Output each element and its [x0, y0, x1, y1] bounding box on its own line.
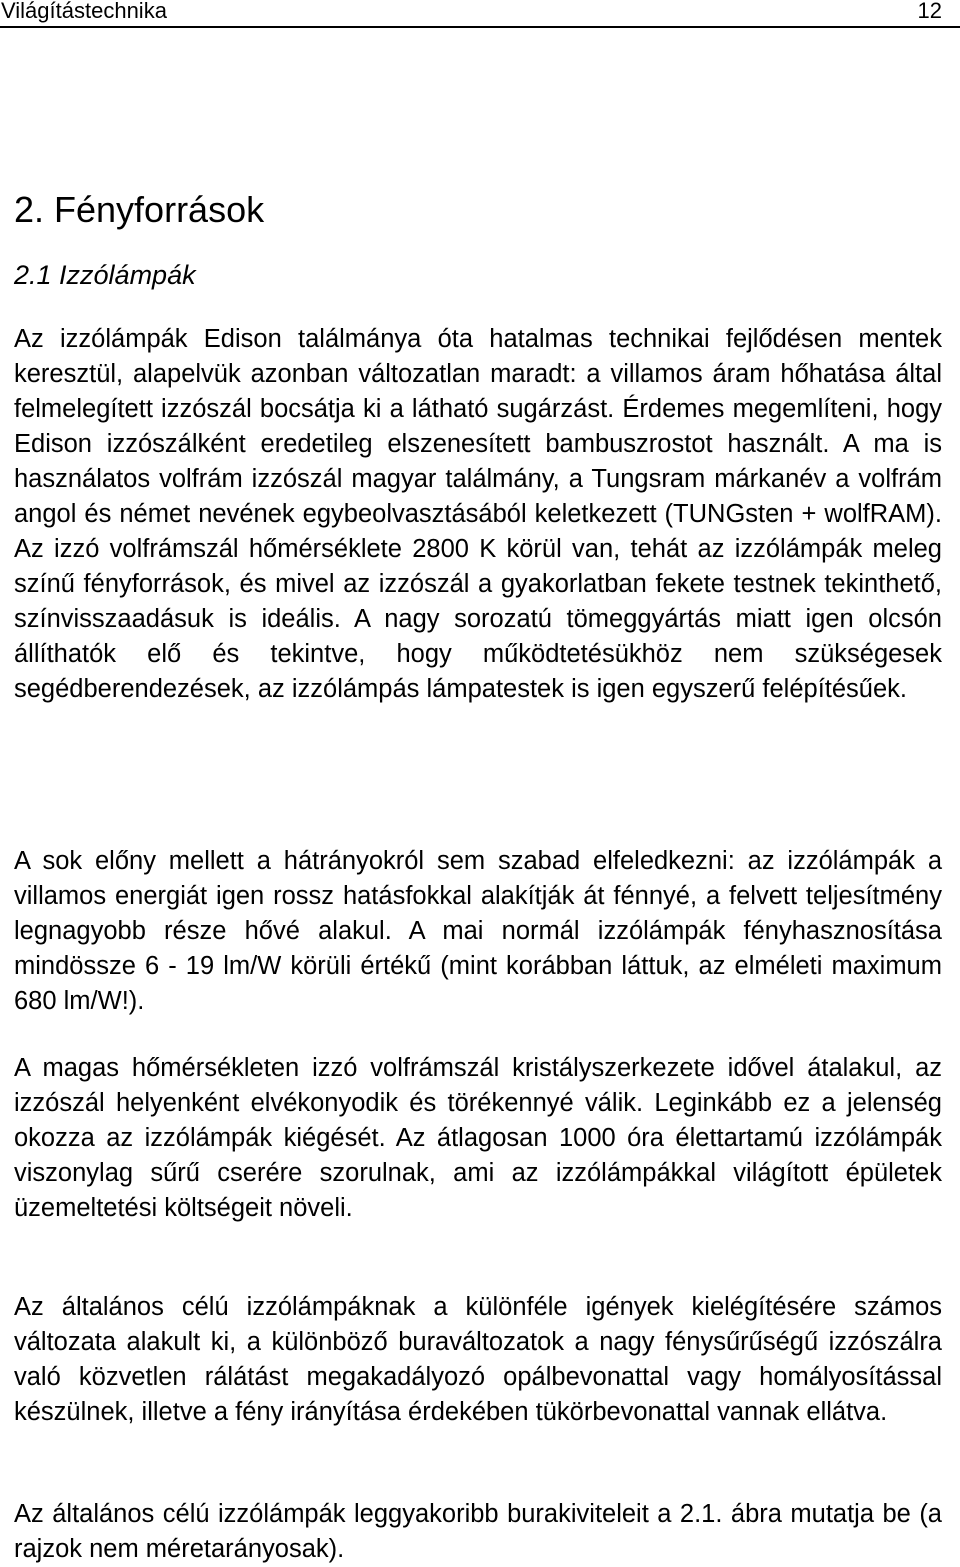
- body-paragraph: A magas hőmérsékleten izzó volfrámszál kristályszerkezete idővel átalakul, az izzószál helyenként elvékonyodik és törékennyé válik. Leginkább ez a jelenség okozza az izzólámpák kiégését. Az átlagosan 1000 óra élettartamú izzólámpák viszonylag sűrű cserére szorulnak, ami az izzólámpákkal világított épületek üzemeltetési költségeit növeli.: [14, 1054, 942, 1222]
- page-header: [0, 0, 960, 28]
- chapter-title: 2. Fényforrások: [14, 189, 265, 230]
- page-number: 12: [917, 0, 942, 23]
- body-paragraph: Az általános célú izzólámpáknak a különféle igények kielégítésére számos változata alakult ki, a különböző buraváltozatok a nagy fénysűrűségű izzószálra való közvetlen rálátást megakadályozó opálbevonattal vagy homályosítással készülnek, illetve a fény irányítása érdekében tükörbevonattal vannak ellátva.: [14, 1293, 942, 1426]
- section-title: 2.1 Izzólámpák: [14, 260, 196, 290]
- running-title: Világítástechnika: [1, 0, 167, 23]
- body-paragraph: Az izzólámpák Edison találmánya óta hatalmas technikai fejlődésen mentek keresztül, alapelvük azonban változatlan maradt: a villamos áram hőhatása által felmelegített izzószál bocsátja ki a látható sugárzást. Érdemes megemlíteni, hogy Edison izzószálként eredetileg elszenesített bambuszrostot használt. A ma is használatos volfrám izzószál magyar találmány, a Tungsram márkanév a volfrám angol és német nevének egybeolvasztásából keletkezett (TUNGsten + wolfRAM). Az izzó volfrámszál hőmérséklete 2800 K körül van, tehát az izzólámpák meleg színű fényforrások, és mivel az izzószál a gyakorlatban fekete testnek tekinthető, színvisszaadásuk is ideális. A nagy sorozatú tömeggyártás miatt igen olcsón állíthatók elő és tekintve, hogy működtetésükhöz nem szükségesek segédberendezések, az izzólámpás lámpatestek is igen egyszerű felépítésűek.: [14, 325, 942, 703]
- body-paragraph: Az általános célú izzólámpák leggyakoribb burakiviteleit a 2.1. ábra mutatja be (a rajzok nem méretarányosak).: [14, 1500, 942, 1563]
- body-paragraph: A sok előny mellett a hátrányokról sem szabad elfeledkezni: az izzólámpák a villamos energiát igen rossz hatásfokkal alakítják át fénnyé, a felvett teljesítmény legnagyobb része hővé alakul. A mai normál izzólámpák fényhasznosítása mindössze 6 - 19 lm/W körüli értékű (mint korábban láttuk, az elméleti maximum 680 lm/W!).: [14, 847, 942, 1015]
